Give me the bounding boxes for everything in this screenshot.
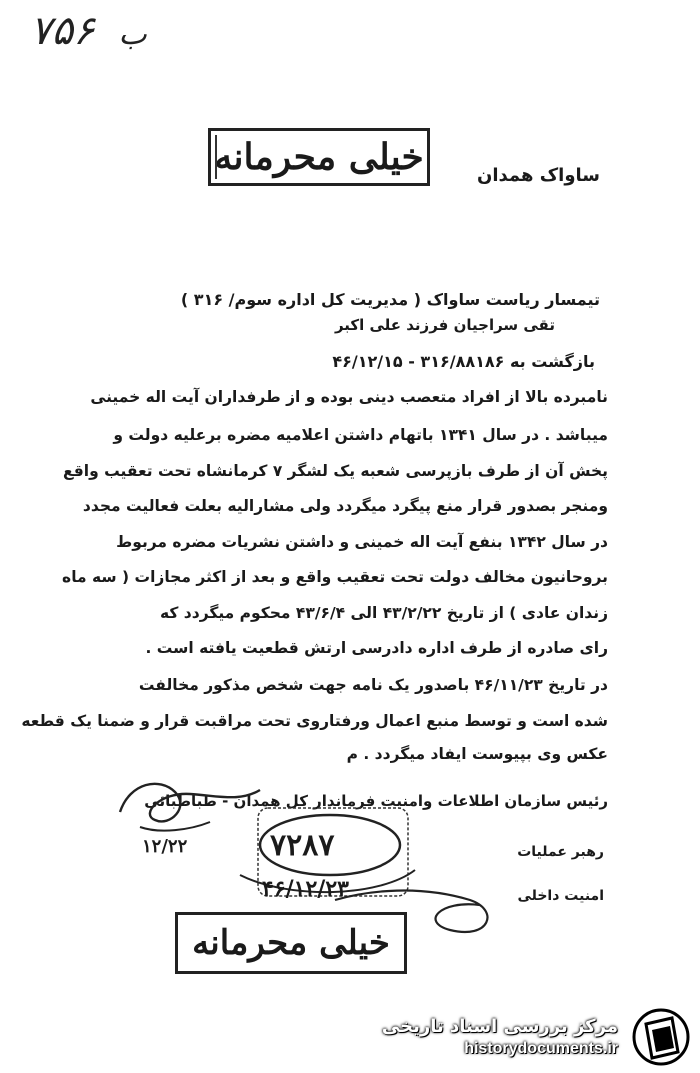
body-line: رای صادره از طرف اداره دادرسی ارتش قطعیت یافته است . xyxy=(145,639,608,657)
classification-stamp-top-text: خیلی محرمانه xyxy=(214,136,424,178)
body-line: ومنجر بصدور قرار منع پیگرد میگردد ولی مشارالیه بعلت فعالیت مجدد xyxy=(82,497,608,515)
cc-internal-security: امنیت داخلی xyxy=(517,888,604,904)
body-line: شده است و توسط منبع اعمال ورفتاروی تحت مراقبت قرار و ضمنا یک قطعه xyxy=(21,712,608,730)
cc-operations: رهبر عملیات xyxy=(517,844,604,860)
recipient-line: تیمسار ریاست ساواک ( مدیریت کل اداره سوم/ ۳۱۶ ) xyxy=(180,290,600,309)
body-line: عکس وی بپیوست ایفاد میگردد . م xyxy=(346,745,608,763)
page-number-value: ۷۵۶ xyxy=(30,8,95,54)
body-line: در تاریخ ۴۶/۱۱/۲۳ باصدور یک نامه جهت شخص مذکور مخالفت xyxy=(138,676,608,694)
body-line: بروحانیون مخالف دولت تحت تعقیب واقع و بعد از اکثر مجازات ( سه ماه xyxy=(62,568,608,586)
sender-label: ساواک همدان xyxy=(477,165,600,186)
handwritten-initials xyxy=(330,870,510,960)
body-line: زندان عادی ) از تاریخ ۴۳/۲/۲۲ الی ۴۳/۶/۴ محکوم میگردد که xyxy=(159,604,608,622)
page-number xyxy=(30,8,147,54)
body-line: میباشد . در سال ۱۳۴۱ باتهام داشتن اعلامیه مضره برعلیه دولت و xyxy=(113,426,608,444)
registration-stamp-date: ۴۶/۱۲/۲۳ xyxy=(262,876,349,902)
page-number-suffix: ب xyxy=(118,17,147,52)
signature-line: رئیس سازمان اطلاعات وامنیت فرماندار کل همدان - طباطبائی xyxy=(144,792,608,810)
classification-stamp-bottom-text: خیلی محرمانه xyxy=(192,923,390,963)
registration-stamp-number: ۷۲۸۷ xyxy=(270,828,335,863)
reference-line: بازگشت به ۳۱۶/۸۸۱۸۶ - ۴۶/۱۲/۱۵ xyxy=(332,352,595,371)
watermark-logo-icon xyxy=(632,1008,690,1066)
body-line: در سال ۱۳۴۲ بنفع آیت اله خمینی و داشتن نشریات مضره مربوط xyxy=(116,533,608,551)
classification-stamp-top xyxy=(208,128,430,186)
subject-line: تقی سراجیان فرزند علی اکبر xyxy=(334,316,555,334)
watermark-url[interactable]: historydocuments.ir xyxy=(464,1040,618,1057)
watermark-title: مرکز بررسی اسناد تاریخی xyxy=(381,1016,618,1037)
body-line: پخش آن از طرف بازپرسی شعبه یک لشگر ۷ کرمانشاه تحت تعقیب واقع xyxy=(63,462,608,480)
body-line: نامبرده بالا از افراد متعصب دینی بوده و از طرفداران آیت اله خمینی xyxy=(90,388,608,406)
margin-date-note: ۱۲/۲۲ xyxy=(142,836,188,857)
